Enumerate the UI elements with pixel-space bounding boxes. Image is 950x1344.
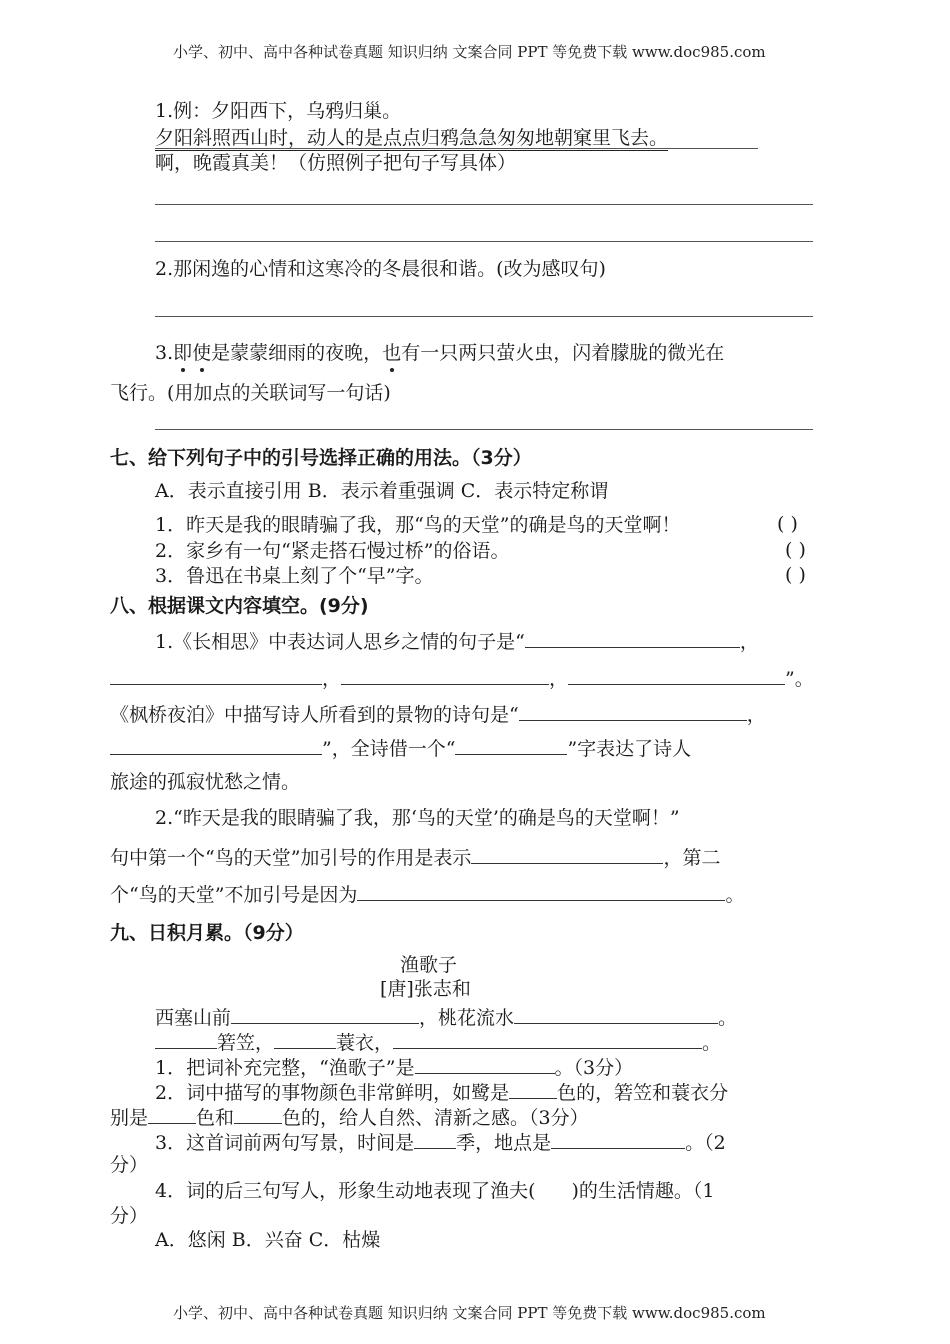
q8-1-line3: 《枫桥夜泊》中描写诗人所看到的景物的诗句是“ ，	[110, 700, 766, 727]
answer-paren: ( )	[777, 513, 798, 535]
blank	[551, 1128, 685, 1149]
blank	[231, 1003, 419, 1024]
q8-2-line3: 个“鸟的天堂”不加引号是因为 。	[110, 880, 744, 907]
page-header: 小学、初中、高中各种试卷真题 知识归纳 文案合同 PPT 等免费下载 www.doc985.com	[173, 43, 766, 61]
answer-line	[155, 204, 813, 205]
blank	[568, 664, 785, 685]
q6-3-line2: 飞行。(用加点的关联词写一句话)	[110, 382, 391, 404]
q6-1-example: 夕阳斜照西山时，动人的是点点归鸦急急匆匆地朝窠里飞去。	[155, 127, 669, 149]
example-underline	[155, 148, 758, 149]
section-8-title: 八、根据课文内容填空。(9分)	[110, 595, 369, 617]
section-7-title: 七、给下列句子中的引号选择正确的用法。（3分）	[110, 447, 532, 469]
q8-1-line4: ”，全诗借一个“ ”字表达了诗人	[110, 734, 691, 761]
blank	[393, 1028, 702, 1049]
blank	[341, 664, 549, 685]
emphasis-char-ji: 即	[173, 342, 193, 364]
answer-paren: ( )	[785, 539, 806, 561]
blank	[110, 664, 322, 685]
q8-1-line5: 旅途的孤寂忧愁之情。	[110, 771, 301, 793]
blank	[414, 1128, 456, 1149]
section-7-item: 2．家乡有一句“紧走搭石慢过桥”的俗语。	[155, 540, 510, 562]
blank	[509, 1078, 557, 1099]
answer-paren: ( )	[785, 564, 806, 586]
section-7-item: 3．鲁迅在书桌上刻了个“早”字。	[155, 565, 434, 587]
q6-3-line1: 3.即使是蒙蒙细雨的夜晚，也有一只两只萤火虫，闪着朦胧的微光在	[155, 342, 725, 364]
blank	[234, 1103, 282, 1124]
answer-line	[155, 429, 813, 430]
blank	[471, 843, 663, 864]
poem-line1: 西塞山前 ，桃花流水 。	[155, 1003, 737, 1030]
blank	[274, 1028, 336, 1049]
blank	[514, 1003, 718, 1024]
poem-title: 渔歌子	[400, 954, 458, 976]
section-7-item: 1．昨天是我的眼睛骗了我，那“鸟的天堂”的确是鸟的天堂啊！	[155, 514, 681, 536]
poem-author: [唐]张志和	[380, 978, 471, 1000]
blank	[148, 1103, 196, 1124]
section-9-title: 九、日积月累。（9分）	[110, 922, 304, 944]
blank	[415, 1053, 555, 1074]
q8-2-line2: 句中第一个“鸟的天堂”加引号的作用是表示 ，第二	[110, 843, 720, 870]
q8-1-line2: ， ， ”。	[110, 664, 814, 691]
q9-2-line2: 别是 色和 色的，给人自然、清新之感。（3分）	[110, 1103, 589, 1130]
q6-1-prompt: 啊，晚霞真美！（仿照例子把句子写具体）	[155, 152, 517, 174]
q9-4-line1: 4．词的后三句写人，形象生动地表现了渔夫( )的生活情趣。（1	[155, 1180, 715, 1202]
emphasis-char-ye: 也	[382, 342, 402, 364]
q9-3-line2: 分）	[110, 1154, 149, 1176]
q9-2-line1: 2．词中描写的事物颜色非常鲜明，如鹭是 色的，箬笠和蓑衣分	[155, 1078, 728, 1105]
q8-1-line1: 1.《长相思》中表达词人思乡之情的句子是“ ，	[155, 627, 759, 654]
blank	[519, 700, 747, 721]
q6-2: 2.那闲逸的心情和这寒冷的冬晨很和谐。(改为感叹句)	[155, 258, 606, 280]
emphasis-char-shi: 使	[192, 342, 212, 364]
blank	[525, 627, 740, 648]
q8-2-line1: 2.“昨天是我的眼睛骗了我，那‘鸟的天堂’的确是鸟的天堂啊！”	[155, 807, 680, 829]
blank	[110, 734, 322, 755]
answer-line	[155, 316, 813, 317]
q9-4-line2: 分）	[110, 1205, 149, 1227]
blank	[357, 880, 725, 901]
q9-3-line1: 3．这首词前两句写景，时间是 季，地点是 。（2	[155, 1128, 726, 1155]
q6-1-label: 1.例：夕阳西下，乌鸦归巢。	[155, 100, 402, 122]
page-footer: 小学、初中、高中各种试卷真题 知识归纳 文案合同 PPT 等免费下载 www.doc985.com	[173, 1304, 766, 1322]
section-7-options: A．表示直接引用 B．表示着重强调 C．表示特定称谓	[155, 480, 609, 502]
q9-1: 1．把词补充完整，“渔歌子”是 。（3分）	[155, 1053, 633, 1080]
answer-line	[155, 241, 813, 242]
blank	[155, 1028, 217, 1049]
q9-4-options: A．悠闲 B．兴奋 C．枯燥	[155, 1229, 381, 1251]
poem-line2: 箬笠， 蓑衣， 。	[155, 1028, 721, 1055]
blank	[455, 734, 567, 755]
